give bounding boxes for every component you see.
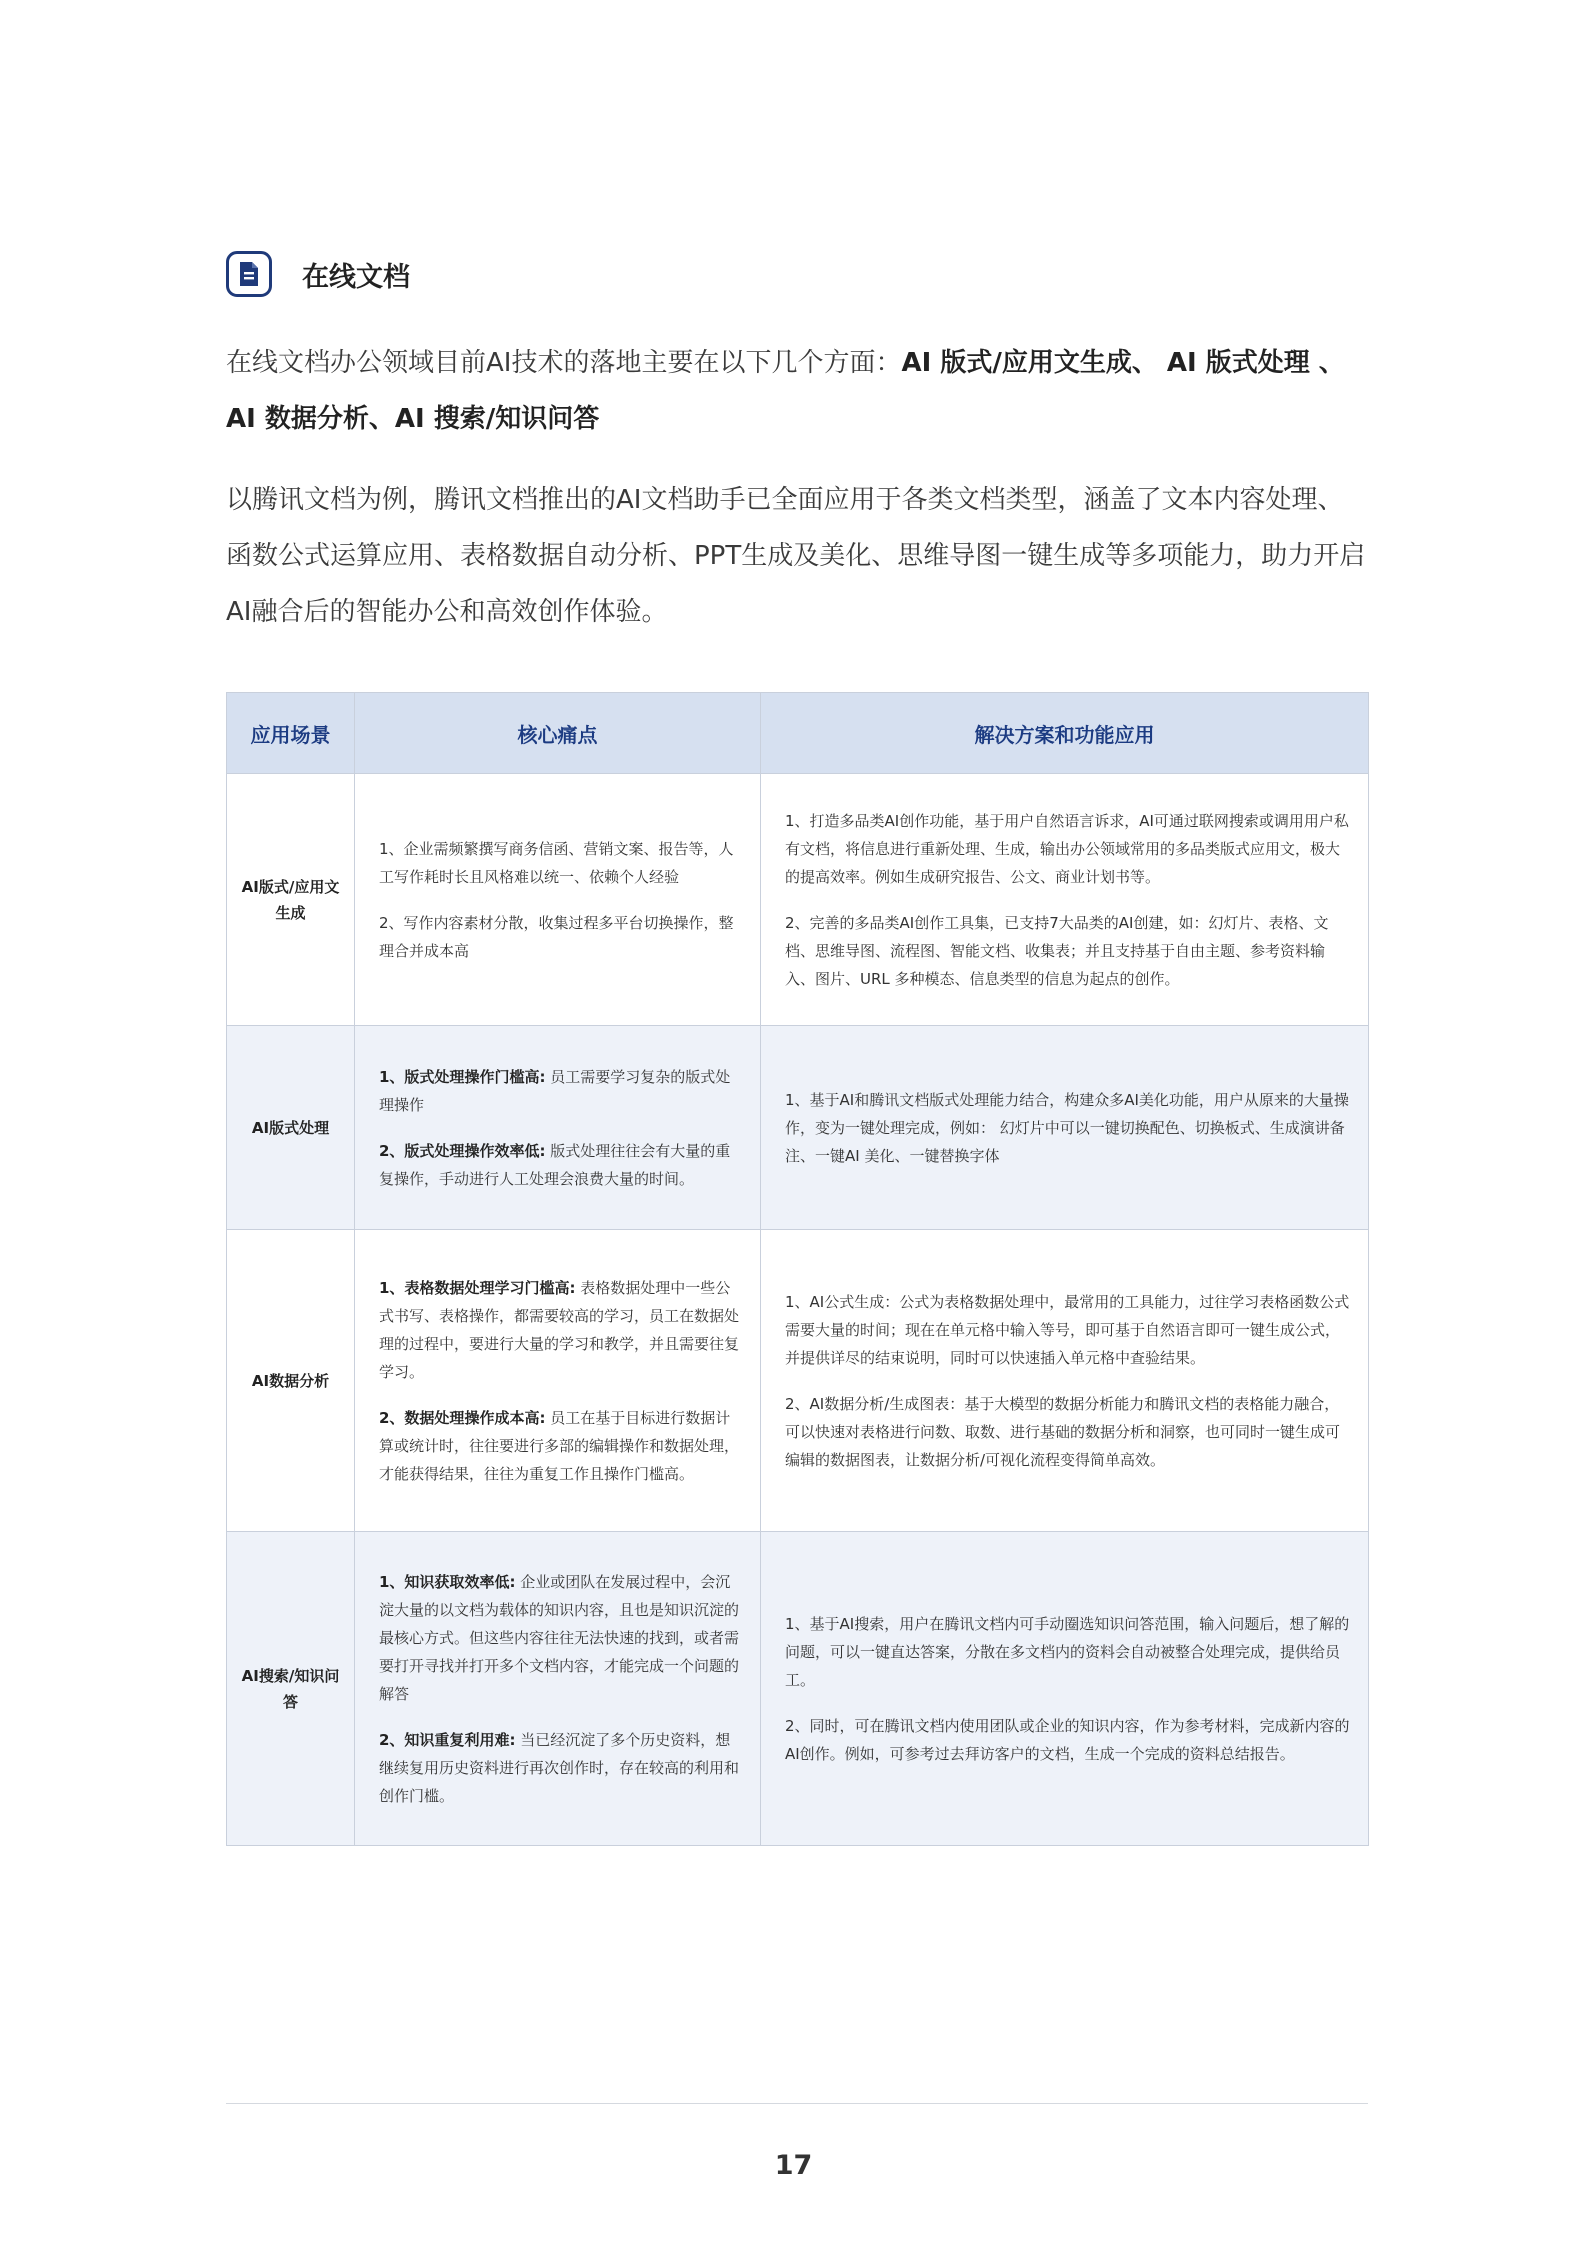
solution-item: 1、基于AI和腾讯文档版式处理能力结合，构建众多AI美化功能，用户从原来的大量操作，变为一键处理完成，例如： 幻灯片中可以一键切换配色、切换板式、生成演讲备注、一键AI 美化、一键替换字体: [785, 1090, 1349, 1165]
pain-item: [379, 835, 742, 891]
solution-item: 1、打造多品类AI创作功能，基于用户自然语言诉求，AI可通过联网搜索或调用用户私有文档，将信息进行重新处理、生成，输出办公领域常用的多品类版式应用文，极大的提高效率。例如生成研究报告、公文、商业计划书等。: [785, 811, 1349, 886]
pain-item: [379, 1568, 742, 1708]
pain-text: 员工需要学习复杂的版式处理操作: [379, 1067, 731, 1114]
pain-title: 1、表格数据处理学习门槛高:: [379, 1278, 576, 1297]
intro-plain-text: 在线文档办公领域目前AI技术的落地主要在以下几个方面：: [226, 348, 902, 378]
pain-cell: [355, 1026, 761, 1230]
pain-text: 2、写作内容素材分散，收集过程多平台切换操作，整理合并成本高: [379, 913, 734, 960]
pain-text: 表格数据处理中一些公式书写、表格操作，都需要较高的学习，员工在数据处理的过程中，要进行大量的学习和教学，并且需要往复学习。: [379, 1278, 740, 1381]
scenario-table: [226, 692, 1369, 1846]
scene-cell: AI搜索/知识问答: [227, 1532, 355, 1846]
pain-title: 2、版式处理操作效率低:: [379, 1141, 546, 1160]
solution-item: 2、同时，可在腾讯文档内使用团队或企业的知识内容，作为参考材料，完成新内容的AI创作。例如，可参考过去拜访客户的文档，生成一个完成的资料总结报告。: [785, 1716, 1350, 1763]
solution-item: 1、基于AI搜索，用户在腾讯文档内可手动圈选知识问答范围，输入问题后，想了解的问题，可以一键直达答案，分散在多文档内的资料会自动被整合处理完成，提供给员工。: [785, 1614, 1350, 1689]
pain-text: 员工在基于目标进行数据计算或统计时，往往要进行多部的编辑操作和数据处理，才能获得结果，往往为重复工作且操作门槛高。: [379, 1408, 740, 1483]
solution-cell: [761, 1532, 1369, 1846]
page-number: 17: [774, 2150, 813, 2181]
header-scene: 应用场景: [227, 693, 355, 774]
solution-item: 2、AI数据分析/生成图表：基于大模型的数据分析能力和腾讯文档的表格能力融合，可以快速对表格进行问数、取数、进行基础的数据分析和洞察，也可同时一键生成可编辑的数据图表，让数据分析/可视化流程变得简单高效。: [785, 1394, 1341, 1469]
solution-cell: [761, 774, 1369, 1026]
pain-item: [379, 1404, 742, 1488]
table-row: [227, 1532, 1369, 1846]
pain-text: 企业或团队在发展过程中，会沉淀大量的以文档为载体的知识内容，且也是知识沉淀的最核心方式。但这些内容往往无法快速的找到，或者需要打开寻找并打开多个文档内容，才能完成一个问题的解答: [379, 1572, 740, 1703]
table-row: [227, 774, 1369, 1026]
intro-bold-text: AI 版式/应用文生成、 AI 版式处理 、AI 数据分析、AI 搜索/知识问答: [226, 348, 1345, 434]
section-title: 在线文档: [302, 261, 410, 293]
pain-text: 1、企业需频繁撰写商务信函、营销文案、报告等，人工写作耗时长且风格难以统一、依赖个人经验: [379, 839, 734, 886]
pain-item: [379, 1137, 742, 1193]
solution-item: 2、完善的多品类AI创作工具集，已支持7大品类的AI创建，如：幻灯片、表格、文档、思维导图、流程图、智能文档、收集表；并且支持基于自由主题、参考资料输入、图片、URL 多种模态、信息类型的信息为起点的创作。: [785, 913, 1329, 988]
pain-item: [379, 1063, 742, 1119]
header-solutions: 解决方案和功能应用: [761, 693, 1369, 774]
pain-text: 版式处理往往会有大量的重复操作，手动进行人工处理会浪费大量的时间。: [379, 1141, 731, 1188]
header-pain-points: 核心痛点: [355, 693, 761, 774]
pain-title: 2、知识重复利用难:: [379, 1730, 516, 1749]
pain-text: 当已经沉淀了多个历史资料，想继续复用历史资料进行再次创作时，存在较高的利用和创作门槛。: [379, 1730, 740, 1805]
intro-paragraph-2: 以腾讯文档为例，腾讯文档推出的AI文档助手已全面应用于各类文档类型，涵盖了文本内容处理、函数公式运算应用、表格数据自动分析、PPT生成及美化、思维导图一键生成等多项能力，助力开启AI融合后的智能办公和高效创作体验。: [226, 485, 1366, 627]
intro-paragraph-1: [226, 335, 1366, 447]
scene-cell: AI版式处理: [227, 1026, 355, 1230]
pain-item: [379, 1274, 742, 1386]
scene-cell: AI数据分析: [227, 1230, 355, 1532]
solution-cell: [761, 1230, 1369, 1532]
pain-item: [379, 1726, 742, 1810]
table-header-row: [227, 693, 1369, 774]
pain-cell: [355, 1532, 761, 1846]
pain-title: 2、数据处理操作成本高:: [379, 1408, 546, 1427]
pain-item: [379, 909, 742, 965]
solution-cell: [761, 1026, 1369, 1230]
footer-divider: [226, 2103, 1368, 2104]
section-header: [226, 248, 410, 300]
document-icon: [226, 251, 272, 297]
pain-title: 1、版式处理操作门槛高:: [379, 1067, 546, 1086]
table-row: [227, 1230, 1369, 1532]
solution-item: 1、AI公式生成：公式为表格数据处理中，最常用的工具能力，过往学习表格函数公式需要大量的时间；现在在单元格中输入等号，即可基于自然语言即可一键生成公式，并提供详尽的结束说明，同时可以快速插入单元格中查验结果。: [785, 1292, 1350, 1367]
pain-title: 1、知识获取效率低:: [379, 1572, 516, 1591]
pain-cell: [355, 1230, 761, 1532]
scene-cell: AI版式/应用文生成: [227, 774, 355, 1026]
pain-cell: [355, 774, 761, 1026]
table-row: [227, 1026, 1369, 1230]
